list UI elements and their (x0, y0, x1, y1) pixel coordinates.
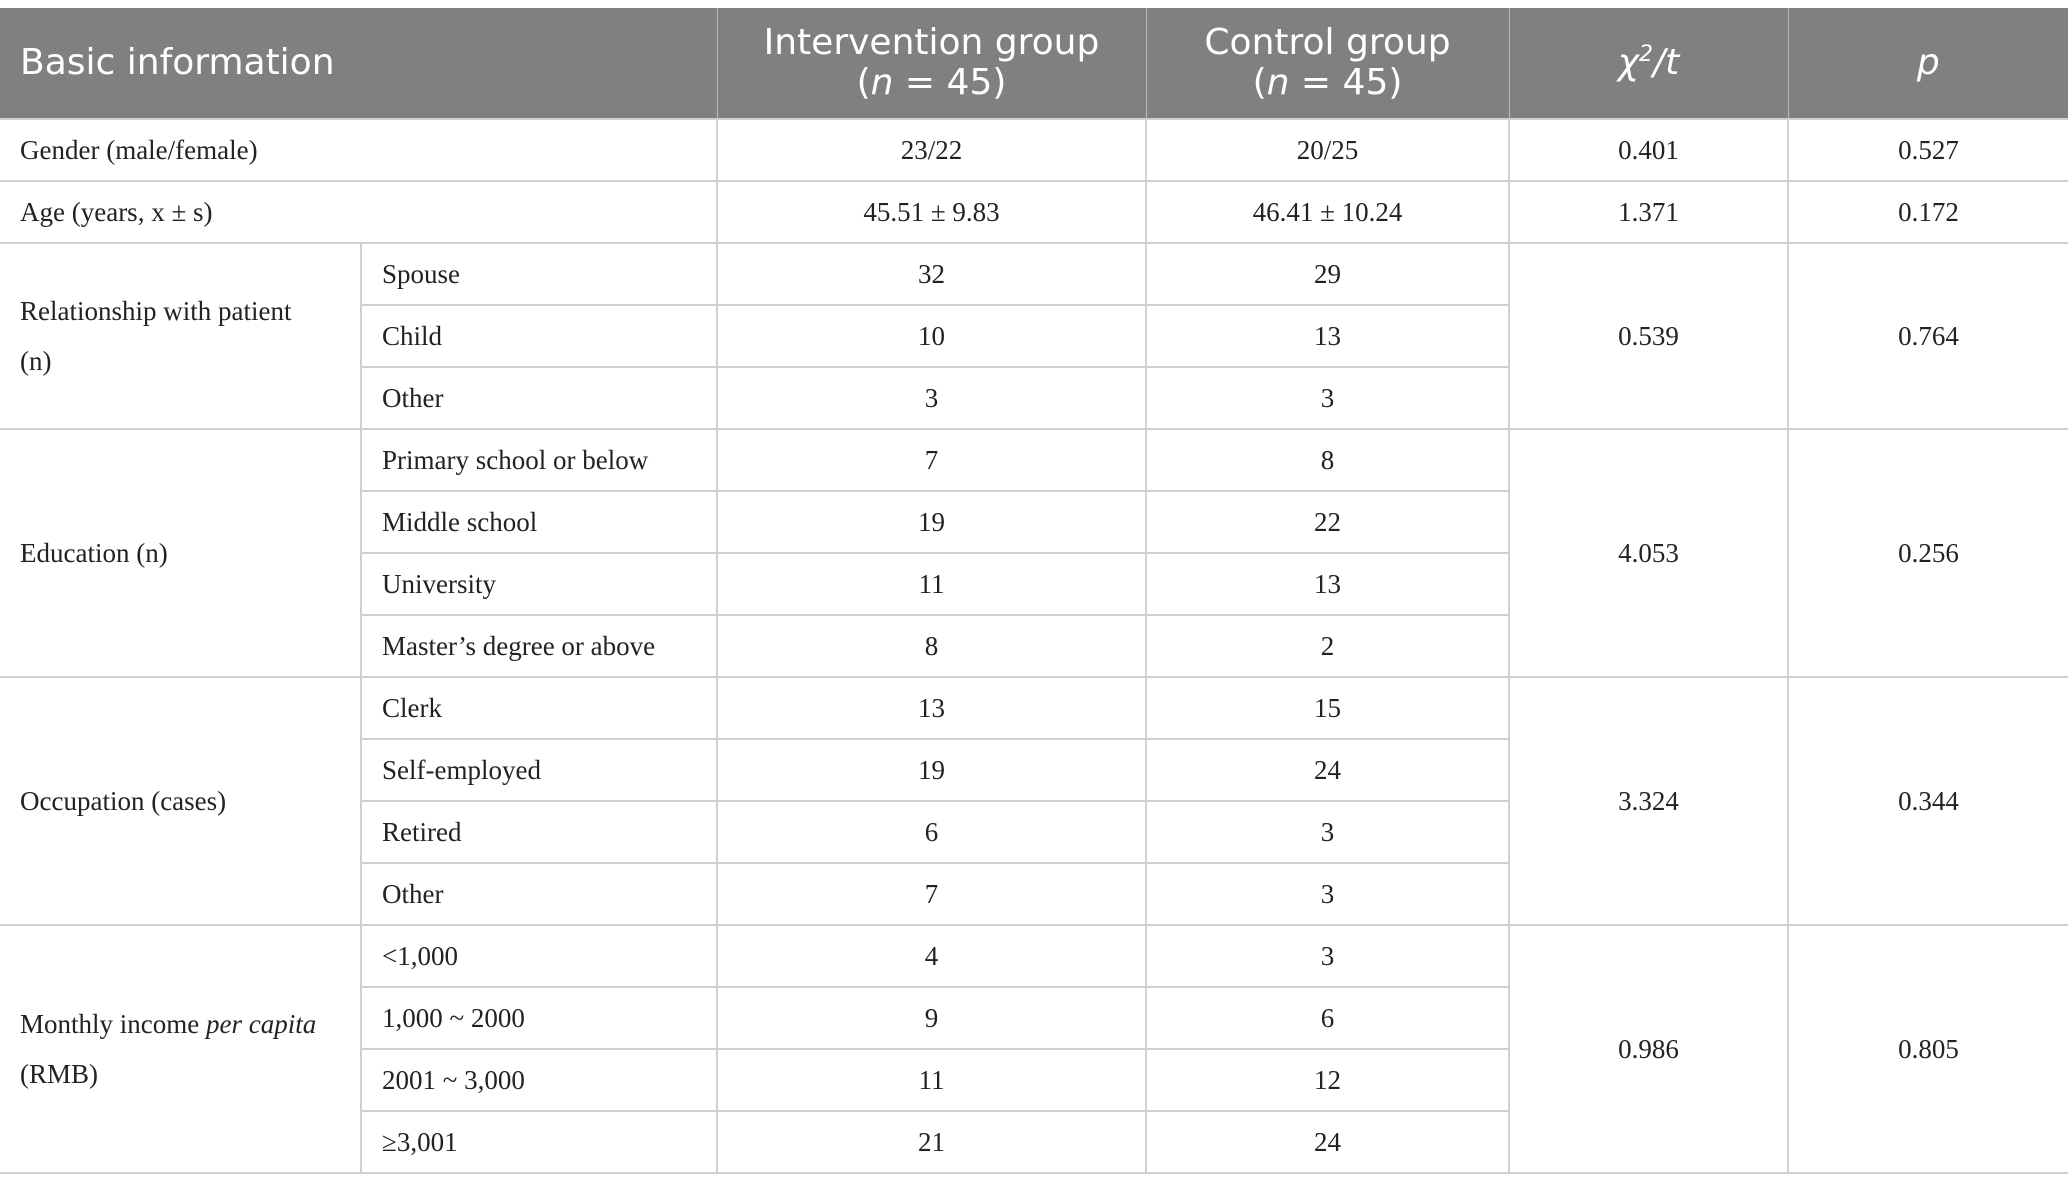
baseline-table (0, 8, 2068, 1174)
occupation-item-intervention: 13 (717, 677, 1146, 739)
occupation-item-label: Retired (361, 801, 717, 863)
education-item-label: Master’s degree or above (361, 615, 717, 677)
education-item-label: University (361, 553, 717, 615)
relationship-label: Relationship with patient (n) (0, 243, 361, 429)
header-row (0, 8, 2068, 119)
header-control-group (1146, 8, 1509, 119)
gender-label: Gender (male/female) (0, 119, 717, 181)
header-basic-information: Basic information (0, 8, 717, 119)
occupation-item-control: 24 (1146, 739, 1509, 801)
header-control-n: (n = 45) (1252, 62, 1403, 103)
gender-intervention: 23/22 (717, 119, 1146, 181)
occupation-item-intervention: 19 (717, 739, 1146, 801)
header-intervention-title: Intervention group (763, 22, 1100, 63)
occupation-item-label: Clerk (361, 677, 717, 739)
relationship-item-label: Child (361, 305, 717, 367)
occupation-item-label: Other (361, 863, 717, 925)
table-row (0, 925, 2068, 987)
income-item-intervention: 9 (717, 987, 1146, 1049)
relationship-item-control: 13 (1146, 305, 1509, 367)
education-item-intervention: 11 (717, 553, 1146, 615)
relationship-item-control: 3 (1146, 367, 1509, 429)
relationship-item-control: 29 (1146, 243, 1509, 305)
header-control-title: Control group (1204, 22, 1451, 63)
income-p-value: 0.805 (1788, 925, 2068, 1173)
occupation-item-intervention: 6 (717, 801, 1146, 863)
table-row-age (0, 181, 2068, 243)
relationship-statistic: 0.539 (1509, 243, 1788, 429)
occupation-item-control: 15 (1146, 677, 1509, 739)
income-item-control: 3 (1146, 925, 1509, 987)
education-item-control: 2 (1146, 615, 1509, 677)
relationship-item-label: Spouse (361, 243, 717, 305)
occupation-item-control: 3 (1146, 863, 1509, 925)
occupation-p-value: 0.344 (1788, 677, 2068, 925)
occupation-label: Occupation (cases) (0, 677, 361, 925)
table-row (0, 677, 2068, 739)
education-p-value: 0.256 (1788, 429, 2068, 677)
education-item-control: 13 (1146, 553, 1509, 615)
income-item-label: 2001 ~ 3,000 (361, 1049, 717, 1111)
occupation-statistic: 3.324 (1509, 677, 1788, 925)
header-p-value: p (1788, 8, 2068, 119)
gender-statistic: 0.401 (1509, 119, 1788, 181)
income-item-label: ≥3,001 (361, 1111, 717, 1173)
education-statistic: 4.053 (1509, 429, 1788, 677)
relationship-item-intervention: 10 (717, 305, 1146, 367)
education-item-intervention: 7 (717, 429, 1146, 491)
age-p-value: 0.172 (1788, 181, 2068, 243)
income-statistic: 0.986 (1509, 925, 1788, 1173)
relationship-item-intervention: 3 (717, 367, 1146, 429)
relationship-item-label: Other (361, 367, 717, 429)
age-label: Age (years, x ± s) (0, 181, 717, 243)
income-item-intervention: 4 (717, 925, 1146, 987)
occupation-item-label: Self-employed (361, 739, 717, 801)
education-item-label: Middle school (361, 491, 717, 553)
gender-p-value: 0.527 (1788, 119, 2068, 181)
occupation-item-intervention: 7 (717, 863, 1146, 925)
income-item-control: 24 (1146, 1111, 1509, 1173)
gender-control: 20/25 (1146, 119, 1509, 181)
income-item-control: 12 (1146, 1049, 1509, 1111)
relationship-p-value: 0.764 (1788, 243, 2068, 429)
education-item-intervention: 19 (717, 491, 1146, 553)
income-item-intervention: 21 (717, 1111, 1146, 1173)
table-row (0, 243, 2068, 305)
income-label: Monthly income per capita (RMB) (0, 925, 361, 1173)
header-intervention-n: (n = 45) (856, 62, 1007, 103)
income-item-label: <1,000 (361, 925, 717, 987)
education-item-control: 8 (1146, 429, 1509, 491)
education-item-control: 22 (1146, 491, 1509, 553)
header-intervention-group (717, 8, 1146, 119)
age-control: 46.41 ± 10.24 (1146, 181, 1509, 243)
header-statistic: $\chi^2/t$ (1509, 8, 1788, 119)
age-statistic: 1.371 (1509, 181, 1788, 243)
age-intervention: 45.51 ± 9.83 (717, 181, 1146, 243)
income-item-control: 6 (1146, 987, 1509, 1049)
occupation-item-control: 3 (1146, 801, 1509, 863)
table-row (0, 429, 2068, 491)
income-item-intervention: 11 (717, 1049, 1146, 1111)
education-item-intervention: 8 (717, 615, 1146, 677)
education-label: Education (n) (0, 429, 361, 677)
education-item-label: Primary school or below (361, 429, 717, 491)
table-row-gender (0, 119, 2068, 181)
income-item-label: 1,000 ~ 2000 (361, 987, 717, 1049)
relationship-item-intervention: 32 (717, 243, 1146, 305)
